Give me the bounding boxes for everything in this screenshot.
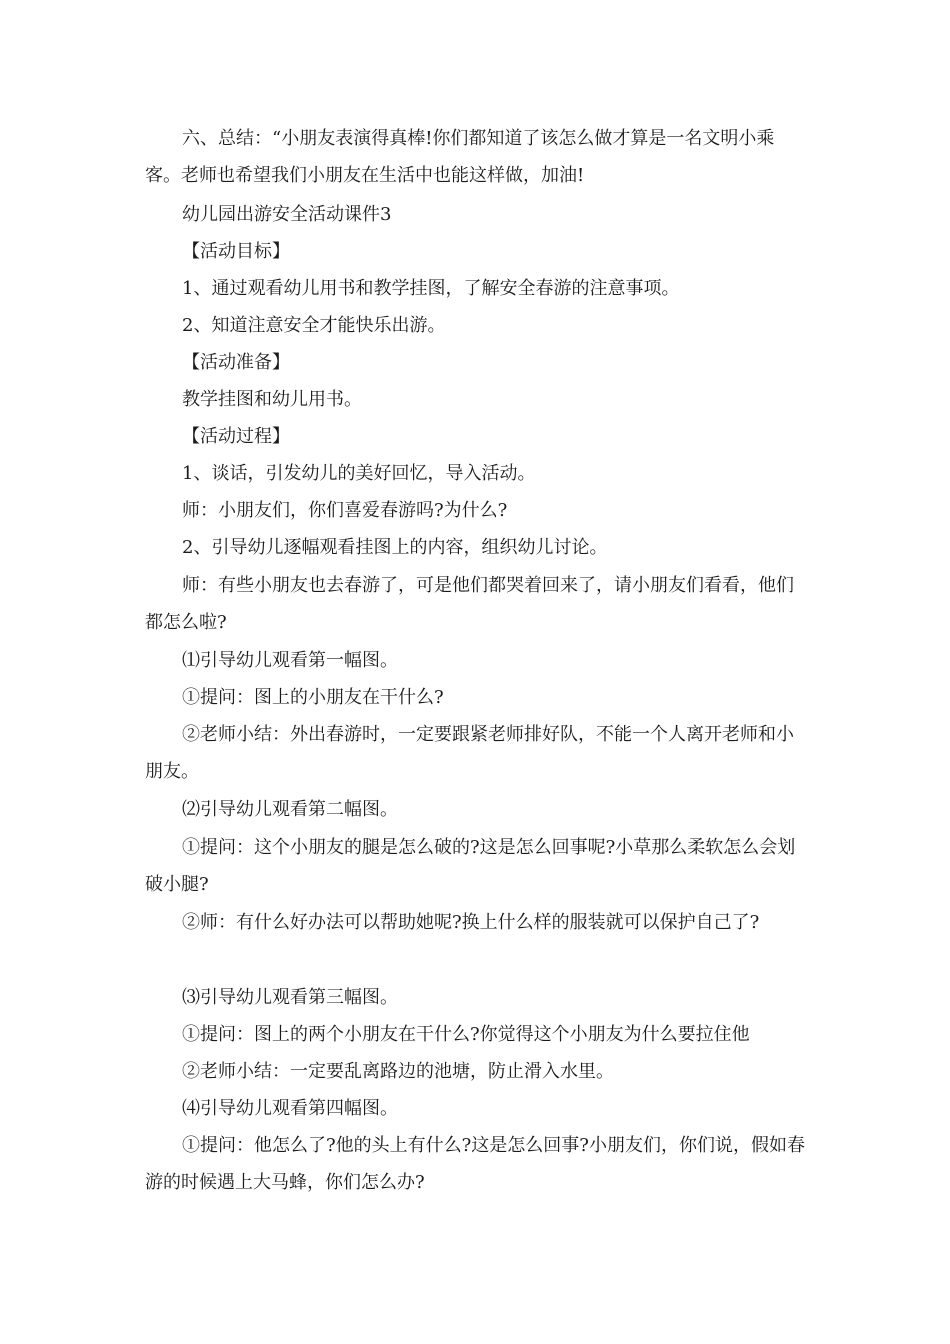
picture-4-heading: ⑷引导幼儿观看第四幅图。 [182, 1098, 398, 1119]
picture-4-question: ①提问：他怎么了?他的头上有什么?这是怎么回事?小朋友们，你们说，假如春游的时候遇上大马蜂，你们怎么办? [145, 1135, 805, 1193]
process-step-2: 2、引导幼儿逐幅观看挂图上的内容，组织幼儿讨论。 [182, 537, 608, 558]
goal-item-2: 2、知道注意安全才能快乐出游。 [182, 315, 446, 336]
heading-activity-goals: 【活动目标】 [182, 241, 290, 262]
goal-item-1: 1、通过观看幼儿用书和教学挂图，了解安全春游的注意事项。 [182, 278, 680, 299]
section-title: 幼儿园出游安全活动课件3 [182, 204, 392, 225]
picture-3-question: ①提问：图上的两个小朋友在干什么?你觉得这个小朋友为什么要拉住他 [182, 1024, 750, 1045]
process-step-1: 1、谈话，引发幼儿的美好回忆，导入活动。 [182, 463, 536, 484]
heading-activity-process: 【活动过程】 [182, 426, 290, 447]
picture-1-summary: ②老师小结：外出春游时，一定要跟紧老师排好队，不能一个人离开老师和小朋友。 [145, 724, 794, 782]
heading-activity-preparation: 【活动准备】 [182, 352, 290, 373]
preparation-text: 教学挂图和幼儿用书。 [182, 389, 362, 410]
picture-2-teacher-question: ②师：有什么好办法可以帮助她呢?换上什么样的服装就可以保护自己了? [182, 912, 760, 933]
picture-3-summary: ②老师小结：一定要乱离路边的池塘，防止滑入水里。 [182, 1061, 614, 1082]
picture-1-question: ①提问：图上的小朋友在干什么? [182, 687, 444, 708]
picture-2-question: ①提问：这个小朋友的腿是怎么破的?这是怎么回事呢?小草那么柔软怎么会划破小腿? [145, 837, 796, 895]
picture-1-heading: ⑴引导幼儿观看第一幅图。 [182, 650, 398, 671]
picture-2-heading: ⑵引导幼儿观看第二幅图。 [182, 799, 398, 820]
summary-paragraph: 六、总结：“小朋友表演得真棒!你们都知道了该怎么做才算是一名文明小乘客。老师也希望我们小朋友在生活中也能这样做，加油! [145, 128, 775, 186]
teacher-question-1: 师：小朋友们，你们喜爱春游吗?为什么? [182, 500, 508, 521]
picture-3-heading: ⑶引导幼儿观看第三幅图。 [182, 987, 398, 1008]
teacher-question-2: 师：有些小朋友也去春游了，可是他们都哭着回来了，请小朋友们看看，他们都怎么啦? [145, 575, 794, 633]
